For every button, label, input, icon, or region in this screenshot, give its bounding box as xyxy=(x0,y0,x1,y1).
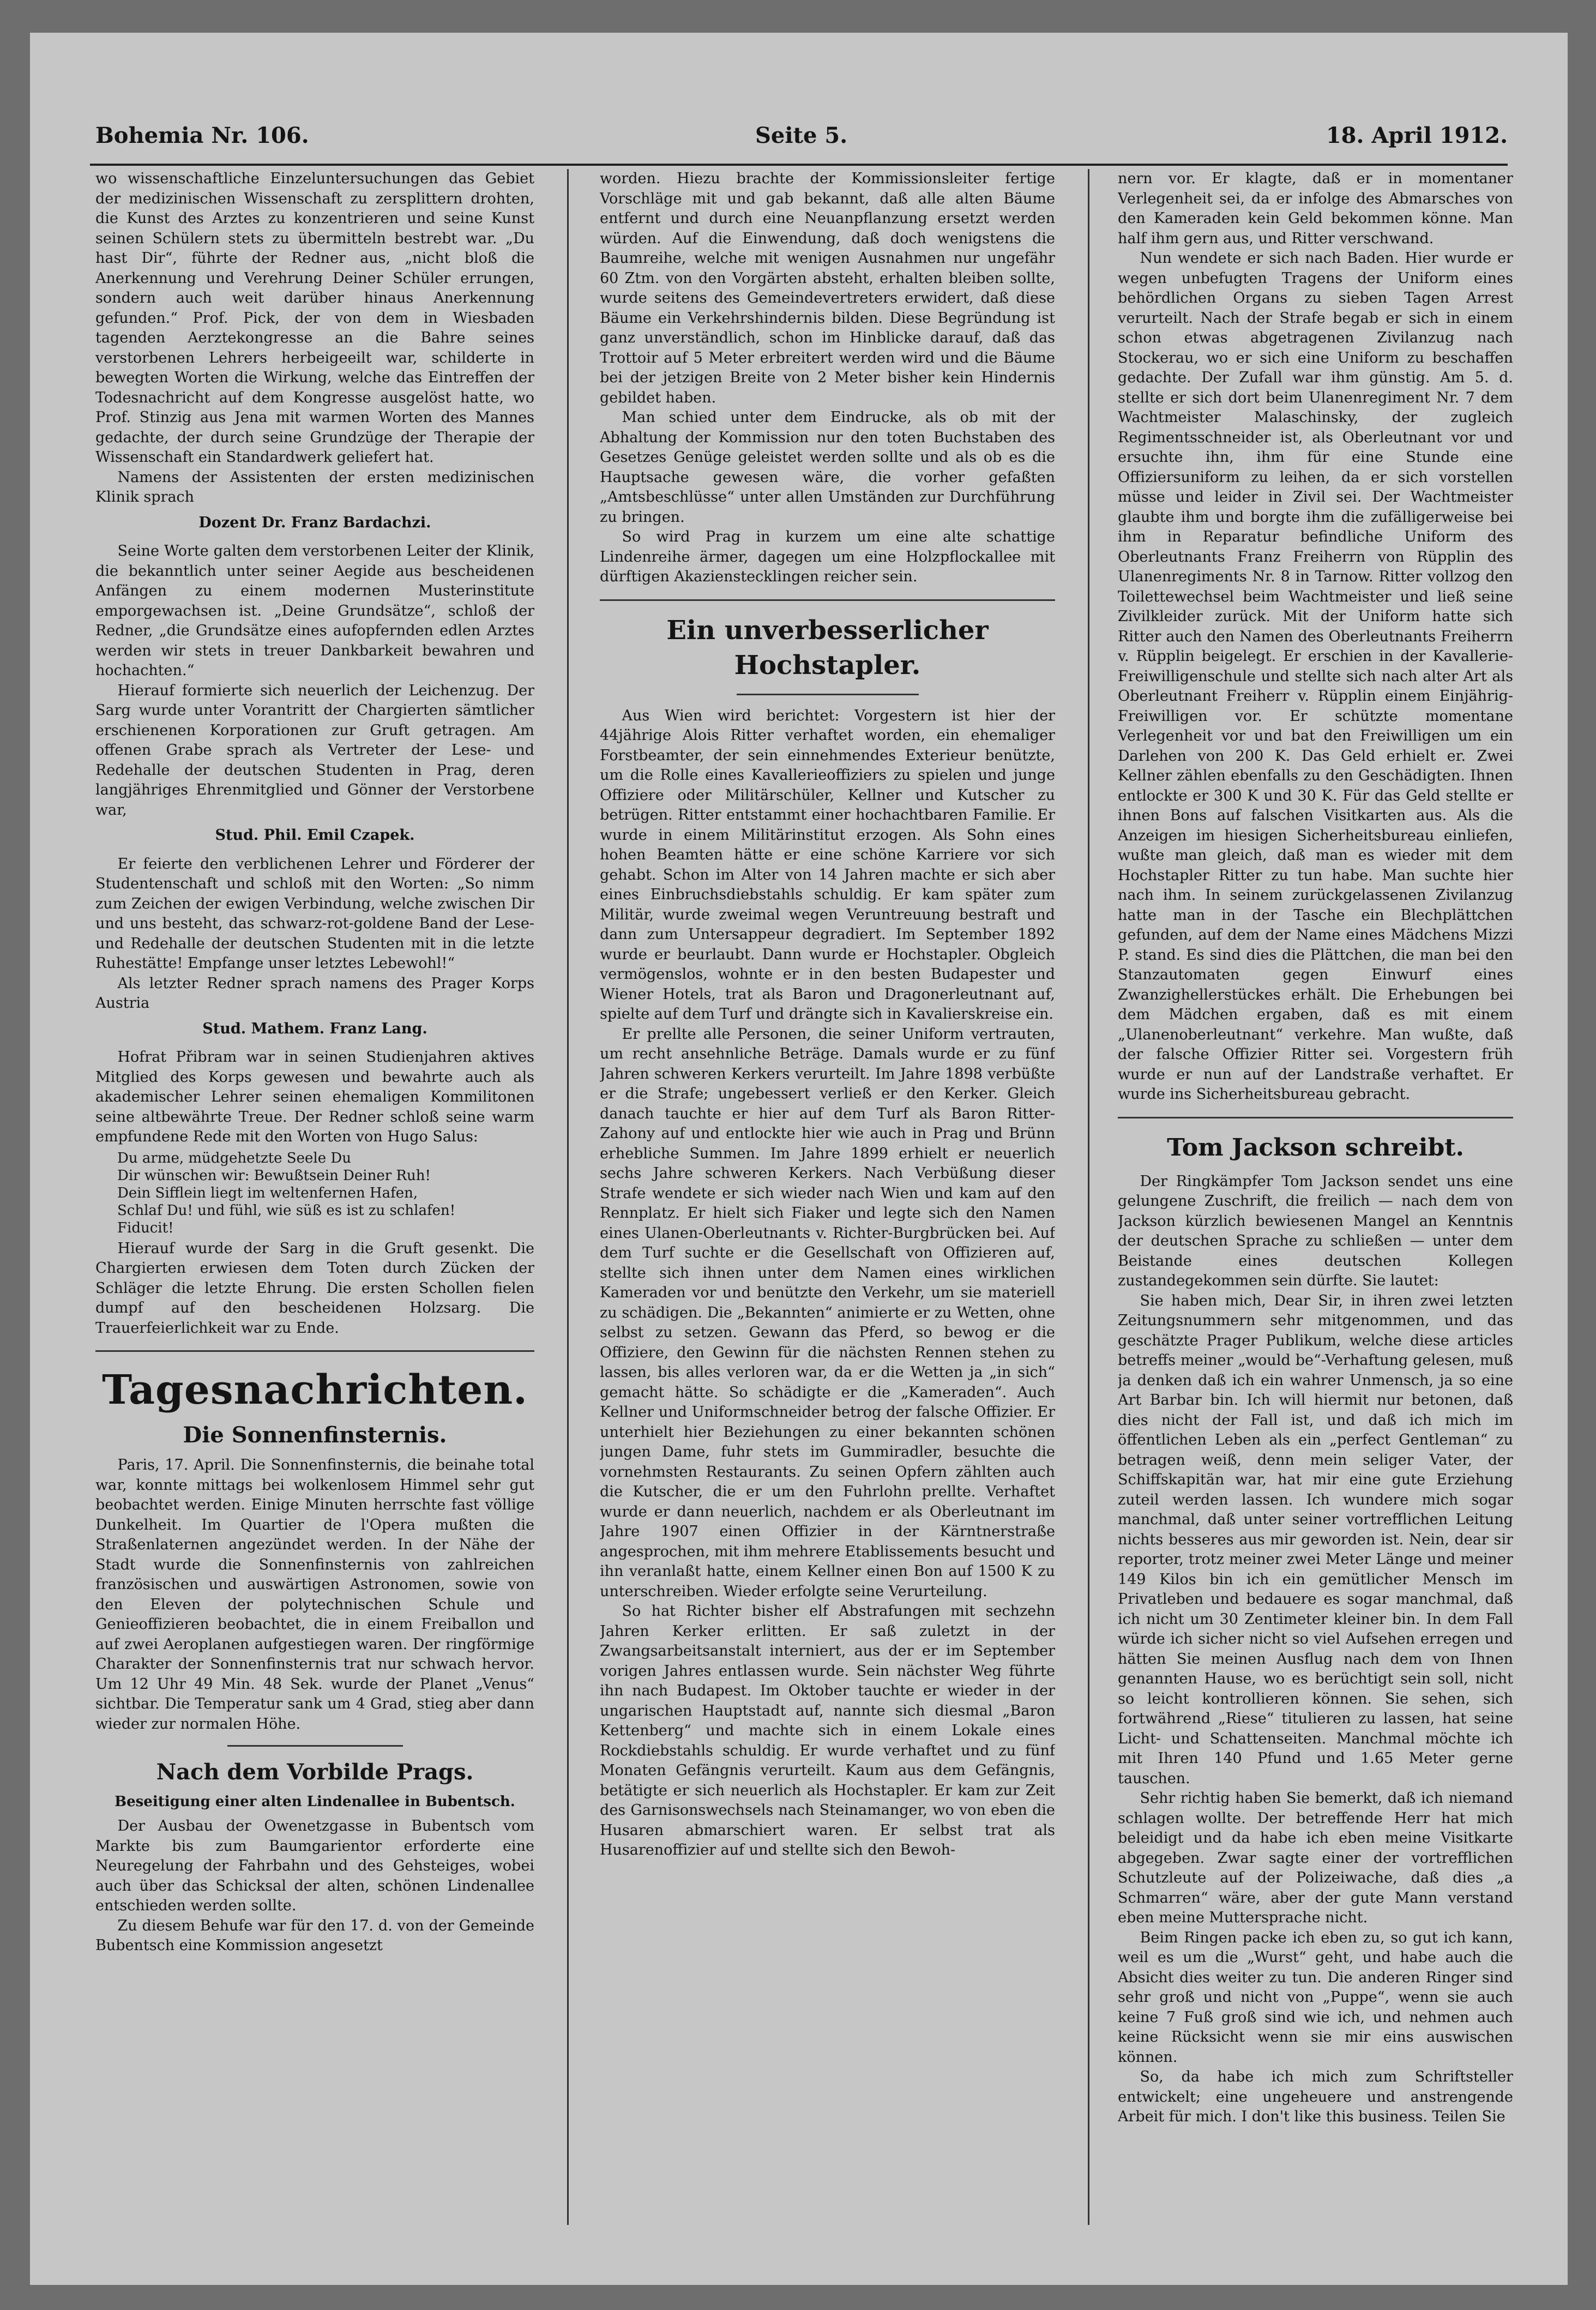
paragraph: Man schied unter dem Eindrucke, als ob mit der Abhaltung der Kommission nur den toten Buchstaben des Gesetzes Genüge geleistet werden sollte und als ob es die Hauptsache gewesen wäre, die vorher gefaßten „Amtsbeschlüsse“ unter allen Umständen zur Durchführung zu bringen. xyxy=(600,409,1055,526)
poem-line: Dir wünschen wir: Bewußtsein Deiner Ruh! xyxy=(117,1167,431,1184)
paragraph: Sehr richtig haben Sie bemerkt, daß ich niemand schlagen wollte. Der betreffende Herr hat mich beleidigt und da habe ich eben meine Visitkarte abgegeben. Zwar sagte einer der vortrefflichen Schutzleute auf der Polizeiwache, daß dies „a Schmarren“ wäre, aber der gute Mann verstand eben meine Muttersprache nicht. xyxy=(1118,1790,1513,1926)
paragraph: Als letzter Redner sprach namens des Prager Korps Austria xyxy=(95,974,534,1012)
paragraph: Er feierte den verblichenen Lehrer und Förderer der Studentenschaft und schloß mit den Worten: „So nimm zum Zeichen der ewigen Verbindung, welche zwischen Dir und uns besteht, das schwarz-rot-goldene Band der Lese- und Redehalle der deutschen Studenten mit in die letzte Ruhestätte! Empfange unser letztes Lebewohl!“ xyxy=(95,855,534,972)
article-title: Nach dem Vorbilde Prags. xyxy=(156,1759,474,1785)
paragraph: worden. Hiezu brachte der Kommissionsleiter fertige Vorschläge mit und gab bekannt, daß alle alten Bäume entfernt und durch eine Neuanpflanzung ersetzt werden würden. Auf die Einwendung, daß doch wenigstens die Baumreihe, welche mit wenigen Ausnahmen nur ungefähr 60 Ztm. von den Vorgärten absteht, erhalten bleiben sollte, wurde seitens des Gemeindevertreters erwidert, daß diese Bäume ein Verkehrshindernis bilden. Diese Begründung ist ganz unverständlich, schon im Hinblicke darauf, daß das Trottoir auf 5 Meter erbreitert werden wird und die Bäume bei der jetzigen Breite von 2 Meter bisher kein Hindernis gebildet haben. xyxy=(600,170,1055,406)
header-date: 18. April 1912. xyxy=(1326,123,1508,148)
article-rule xyxy=(227,1745,403,1747)
article-rule xyxy=(737,694,919,695)
article-title: Ein unverbesserlicher Hochstapler. xyxy=(666,615,989,681)
paragraph: Zu diesem Behufe war für den 17. d. von der Gemeinde Bubentsch eine Kommission angesetzt xyxy=(95,1917,534,1954)
paragraph: Hofrat Přibram war in seinen Studienjahren aktives Mitglied des Korps gewesen und bewahrte auch als akademischer Lehrer seinen ehemaligen Kommilitonen seine altbewährte Treue. Der Redner schloß seine warm empfundene Rede mit den Worten von Hugo Salus: xyxy=(95,1049,534,1145)
poem-line: Schlaf Du! und fühl, wie süß es ist zu schlafen! xyxy=(117,1202,456,1219)
paragraph: nern vor. Er klagte, daß er in momentaner Verlegenheit sei, da er infolge des Abmarsches von den Kameraden kein Geld bekommen könne. Man half ihm gern aus, und Ritter verschwand. xyxy=(1118,170,1513,247)
section-rule xyxy=(600,599,1055,601)
speaker-name: Dozent Dr. Franz Bardachzi. xyxy=(198,514,431,531)
header-page-number: Seite 5. xyxy=(755,123,848,148)
article-title: Die Sonnenfinsternis. xyxy=(183,1422,447,1448)
page-header xyxy=(95,123,1508,161)
speaker-name: Stud. Mathem. Franz Lang. xyxy=(202,1020,427,1037)
paragraph: Aus Wien wird berichtet: Vorgestern ist hier der 44jährige Alois Ritter verhaftet worden, ein ehemaliger Forstbeamter, der sein einnehmendes Exterieur benützte, um die Rolle eines Kavallerieoffiziers zu spielen und junge Offiziere oder Militärschüler, Kellner und Kutscher zu betrügen. Ritter entstammt einer hochachtbaren Familie. Er wurde in einem Militärinstitut erzogen. Als Sohn eines hohen Beamten hätte er eine schöne Karriere vor sich gehabt. Schon im Alter von 14 Jahren machte er sich aber eines Einbruchsdiebstahls schuldig. Er kam später zum Militär, wurde zweimal wegen Veruntreuung bestraft und dann zum Untersappeur degradiert. Im September 1892 wurde er beurlaubt. Dann wurde er Hochstapler. Obgleich vermögenslos, wohnte er in den besten Budapester und Wiener Hotels, trat als Baron und Dragonerleutnant auf, spielte auf dem Turf und drängte sich in Kavalierskreise ein. xyxy=(600,707,1055,1022)
column-1 xyxy=(95,169,534,2225)
poem-line: Fiducit! xyxy=(117,1219,174,1236)
paragraph: wo wissenschaftliche Einzeluntersuchungen das Gebiet der medizinischen Wissenschaft zu zersplittern drohten, die Kunst des Arztes zu konzentrieren und seine Kunst seinen Schülern stets zu übermitteln bestrebt war. „Du hast Dir“, führte der Redner aus, „nicht bloß die Anerkennung und Verehrung Deiner Schüler errungen, sondern auch weit darüber hinaus Anerkennung gefunden.“ Prof. Pick, der von dem in Wiesbaden tagenden Aerztekongresse an die Bahre seines verstorbenen Lehrers herbeigeeilt war, schilderte in bewegten Worten die Wirkung, welche das Eintreffen der Todesnachricht auf dem Kongresse ausgelöst hatte, wo Prof. Stinzig aus Jena mit warmen Worten des Mannes gedachte, der durch seine Grundzüge der Therapie der Wissenschaft ein Standardwerk geliefert hat. xyxy=(95,170,534,466)
paragraph: Beim Ringen packe ich eben zu, so gut ich kann, weil es um die „Wurst“ geht, und habe auch die Absicht dies weiter zu tun. Die anderen Ringer sind sehr groß und nicht von „Puppe“, wenn sie auch keine 7 Fuß groß sind wie ich, und nehmen auch keine Rücksicht wenn sie mir eins auswischen können. xyxy=(1118,1929,1513,2066)
section-rule xyxy=(95,1350,534,1352)
paragraph: So wird Prag in kurzem um eine alte schattige Lindenreihe ärmer, dagegen um eine Holzpflockallee mit dürftigen Akazienstecklingen reicher sein. xyxy=(600,528,1055,585)
paragraph: Namens der Assistenten der ersten medizinischen Klinik sprach xyxy=(95,468,534,506)
paragraph: Seine Worte galten dem verstorbenen Leiter der Klinik, die bekanntlich unter seiner Aegide aus bescheidenen Anfängen zu einem modernen Musterinstitute emporgewachsen ist. „Deine Grundsätze“, schloß der Redner, „die Grundsätze eines aufopfernden edlen Arztes werden wir stets in treuer Dankbarkeit bewahren und hochachten.“ xyxy=(95,543,534,679)
paragraph: Paris, 17. April. Die Sonnenfinsternis, die beinahe total war, konnte mittags bei wolkenlosem Himmel sehr gut beobachtet werden. Einige Minuten herrschte fast völlige Dunkelheit. Im Quartier de l'Opera mußten die Straßenlaternen angezündet werden. In der Nähe der Stadt wurde die Sonnenfinsternis von zahlreichen französischen und auswärtigen Astronomen, sowie von den Eleven der polytechnischen Schule und Genieoffizieren beobachtet, die in einem Freiballon und auf zwei Aeroplanen aufgestiegen waren. Der ringförmige Charakter der Sonnenfinsternis trat nur schwach hervor. Um 12 Uhr 49 Min. 48 Sek. wurde der Planet „Venus“ sichtbar. Die Temperatur sank um 4 Grad, stieg aber dann wieder zur normalen Höhe. xyxy=(95,1457,534,1732)
column-divider xyxy=(1088,169,1089,2225)
poem-line: Dein Sifflein liegt im weltenfernen Hafen, xyxy=(117,1184,418,1201)
paragraph: Der Ausbau der Owenetzgasse in Bubentsch vom Markte bis zum Baumgarientor erforderte eine Neuregelung der Fahrbahn und des Gehsteiges, wobei auch über das Schicksal der alten, schönen Lindenallee entschieden werden sollte. xyxy=(95,1818,534,1914)
column-2 xyxy=(600,169,1055,2225)
article-title: Tom Jackson schreibt. xyxy=(1167,1133,1464,1162)
header-rule xyxy=(90,164,1508,166)
poem-line: Du arme, müdgehetzte Seele Du xyxy=(117,1150,351,1166)
column-divider xyxy=(567,169,569,2225)
section-rule xyxy=(1118,1117,1513,1118)
paragraph: Der Ringkämpfer Tom Jackson sendet uns eine gelungene Zuschrift, die freilich — nach dem von Jackson kürzlich bewiesenen Mangel an Kenntnis der deutschen Sprache zu schließen — unter dem Beistande eines deutschen Kollegen zustandegekommen sein dürfte. Sie lautet: xyxy=(1118,1172,1513,1289)
paragraph: So hat Richter bisher elf Abstrafungen mit sechzehn Jahren Kerker erlitten. Er saß zuletzt in der Zwangsarbeitsanstalt interniert, aus der er im September vorigen Jahres entlassen wurde. Sein nächster Weg führte ihn nach Budapest. Im Oktober tauchte er wieder in der ungarischen Hauptstadt auf, nannte sich diesmal „Baron Kettenberg“ und machte sich in einem Lokale eines Rockdiebstahls schuldig. Er wurde verhaftet und zu fünf Monaten Gefängnis verurteilt. Kaum aus dem Gefängnis, betätigte er sich neuerlich als Hochstapler. Er kam zur Zeit des Garnisonswechsels nach Steinamanger, wo von eben die Husaren abmarschiert waren. Er selbst trat als Husarenoffizier auf und stellte sich den Bewoh- xyxy=(600,1603,1055,1858)
paragraph: Nun wendete er sich nach Baden. Hier wurde er wegen unbefugten Tragens der Uniform eines behördlichen Organs zu sieben Tagen Arrest verurteilt. Nach der Strafe begab er sich in einem schon etwas abgetragenen Zivilanzug nach Stockerau, wo er sich eine Uniform zu beschaffen gedachte. Der Zufall war ihm günstig. Am 5. d. stellte er sich dort beim Ulanenregiment Nr. 7 dem Wachtmeister Malaschinsky, der zugleich Regimentsschneider ist, als Oberleutnant vor und ersuchte ihn, ihm für eine Stunde eine Offiziersuniform zu leihen, da er sich vorstellen müsse und leider in Zivil sei. Der Wachtmeister glaubte ihm und borgte ihm die zufälligerweise bei ihm in Reparatur befindliche Uniform des Oberleutnants Franz Freiherrn von Rüpplin des Ulanenregiments Nr. 8 in Tarnow. Ritter vollzog den Toilettewechsel beim Wachtmeister und ließ seine Zivilkleider zurück. Mit der Uniform hatte sich Ritter auch den Namen des Oberleutnants Freiherrn v. Rüpplin beigelegt. Er erschien in der Kavallerie-Freiwilligenschule und stellte sich nach alter Art als Oberleutnant Freiherr v. Rüpplin einem Einjährig-Freiwilligen vor. Er schützte momentane Verlegenheit vor und bat den Freiwilligen um ein Darlehen von 200 K. Das Geld erhielt er. Zwei Kellner zählen ebenfalls zu den Geschädigten. Ihnen entlockte er 300 K und 30 K. Für das Geld stellte er ihnen Bons auf falschen Visitkarten aus. Als die Anzeigen im hiesigen Sicherheitsbureau einliefen, wußte man gleich, daß man es wieder mit dem Hochstapler Ritter zu tun habe. Man suchte hier nach ihm. In seinem zurückgelassenen Zivilanzug hatte man in der Tasche ein Blechplättchen gefunden, auf dem der Name eines Mädchens Mizzi P. stand. Es sind dies die Plättchen, die man bei den Stanzautomaten gegen Einwurf eines Zwanzighellerstückes erhält. Die Erhebungen bei dem Mädchen ergaben, daß es mit einem „Ulanenoberleutnant“ verkehre. Man wußte, daß der falsche Offizier Ritter sei. Vorgestern früh wurde er nun auf der Landstraße verhaftet. Er wurde ins Sicherheitsbureau gebracht. xyxy=(1118,250,1513,1103)
speaker-name: Stud. Phil. Emil Czapek. xyxy=(215,827,415,844)
poem xyxy=(117,1150,534,1237)
paragraph: Er prellte alle Personen, die seiner Uniform vertrauten, um recht ansehnliche Beträge. Damals wurde er zu fünf Jahren schweren Kerkers verurteilt. Im Jahre 1898 verbüßte er die Strafe; ungebessert verließ er den Kerker. Gleich danach tauchte er hier auf dem Turf als Baron Ritter-Zahony auf und entlockte hier wie auch in Prag und Brünn erhebliche Summen. Im Jahre 1899 erhielt er neuerlich sechs Jahre schweren Kerkers. Nach Verbüßung dieser Strafe wendete er sich wieder nach Wien und kam auf den Rennplatz. Er hielt sich Fiaker und legte sich den Namen eines Ulanen-Oberleutnants v. Richter-Burgbrücken bei. Auf dem Turf suchte er die Gesellschaft von Offizieren auf, stellte sich ihnen unter dem Namen eines wirklichen Kameraden vor und benützte den Verkehr, um sie materiell zu schädigen. Die „Bekannten“ animierte er zu Wetten, ohne selbst zu setzen. Gewann das Pferd, so bewog er die Offiziere, den Gewinn für die nächsten Rennen stehen zu lassen, bis alles verloren war, da er die Wetten ja „in sich“ gemacht hätte. So schädigte er die „Kameraden“. Auch Kellner und Uniformschneider betrog der falsche Offizier. Er unterhielt hier Beziehungen zu einer bekannten schönen jungen Dame, fuhr stets im Gummiradler, besuchte die vornehmsten Restaurants. Zu seinen Opfern zählten auch die Kutscher, die er um den Fuhrlohn prellte. Verhaftet wurde er dann neuerlich, nachdem er als Oberleutnant im Jahre 1907 einen Offizier in der Kärntnerstraße angesprochen, mit ihm mehrere Etablissements besucht und ihn veranlaßt hatte, einem Kellner einen Bon auf 1500 K zu unterschreiben. Wieder erfolgte seine Verurteilung. xyxy=(600,1025,1055,1600)
header-paper-issue: Bohemia Nr. 106. xyxy=(95,123,309,148)
paragraph: Sie haben mich, Dear Sir, in ihren zwei letzten Zeitungsnummern sehr mitgenommen, und das geschätzte Prager Publikum, welche diese articles betreffs meiner „would be“-Verhaftung gelesen, muß ja denken daß ich ein wahrer Unmensch, ja so eine Art Barbar bin. Ich will hiermit nur betonen, daß dies nicht der Fall ist, und daß ich mich im öffentlichen Leben als ein „perfect Gentleman“ zu betragen weiß, denn mein seliger Vater, der Schiffskapitän war, hat mir eine gute Erziehung zuteil werden lassen. Ich wundere mich sogar manchmal, daß unter seiner vortrefflichen Leitung nichts besseres aus mir geworden ist. Nein, dear sir reporter, trotz meiner zwei Meter Länge und meiner 149 Kilos bin ich ein gemütlicher Mensch im Privatleben und bedauere es sogar manchmal, daß ich nicht um 30 Zentimeter kleiner bin. In dem Fall würde ich sicher nicht so viel Aufsehen erregen und hätten Sie meinen Ausflug nach dem von Ihnen genannten Hause, wo es berüchtigt sein soll, nicht so leicht kontrollieren können. Sie sehen, sich fortwährend „Riese“ titulieren zu lassen, hat seine Licht- und Schattenseiten. Manchmal möchte ich mit Ihren 140 Pfund und 1.65 Meter gerne tauschen. xyxy=(1118,1292,1513,1787)
article-subtitle: Beseitigung einer alten Lindenallee in Bubentsch. xyxy=(115,1794,515,1810)
paragraph: Hierauf wurde der Sarg in die Gruft gesenkt. Die Chargierten erwiesen dem Toten durch Zücken der Schläger die letzte Ehrung. Die ersten Schollen fielen dumpf auf den bescheidenen Holzsarg. Die Trauerfeierlichkeit war zu Ende. xyxy=(95,1240,534,1337)
paragraph: Hierauf formierte sich neuerlich der Leichenzug. Der Sarg wurde unter Vorantritt der Chargierten sämtlicher erschienenen Korporationen zur Gruft getragen. Am offenen Grabe sprach als Vertreter der Lese- und Redehalle der deutschen Studenten in Prag, deren langjähriges Ehrenmitglied und Gönner der Verstorbene war, xyxy=(95,682,534,819)
section-heading: Tagesnachrichten. xyxy=(102,1367,528,1413)
newspaper-page xyxy=(30,33,1568,2285)
column-3 xyxy=(1118,169,1513,2225)
paragraph: So, da habe ich mich zum Schriftsteller entwickelt; eine ungeheuere und anstrengende Arbeit für mich. I don't like this business. Teilen Sie xyxy=(1118,2068,1513,2125)
